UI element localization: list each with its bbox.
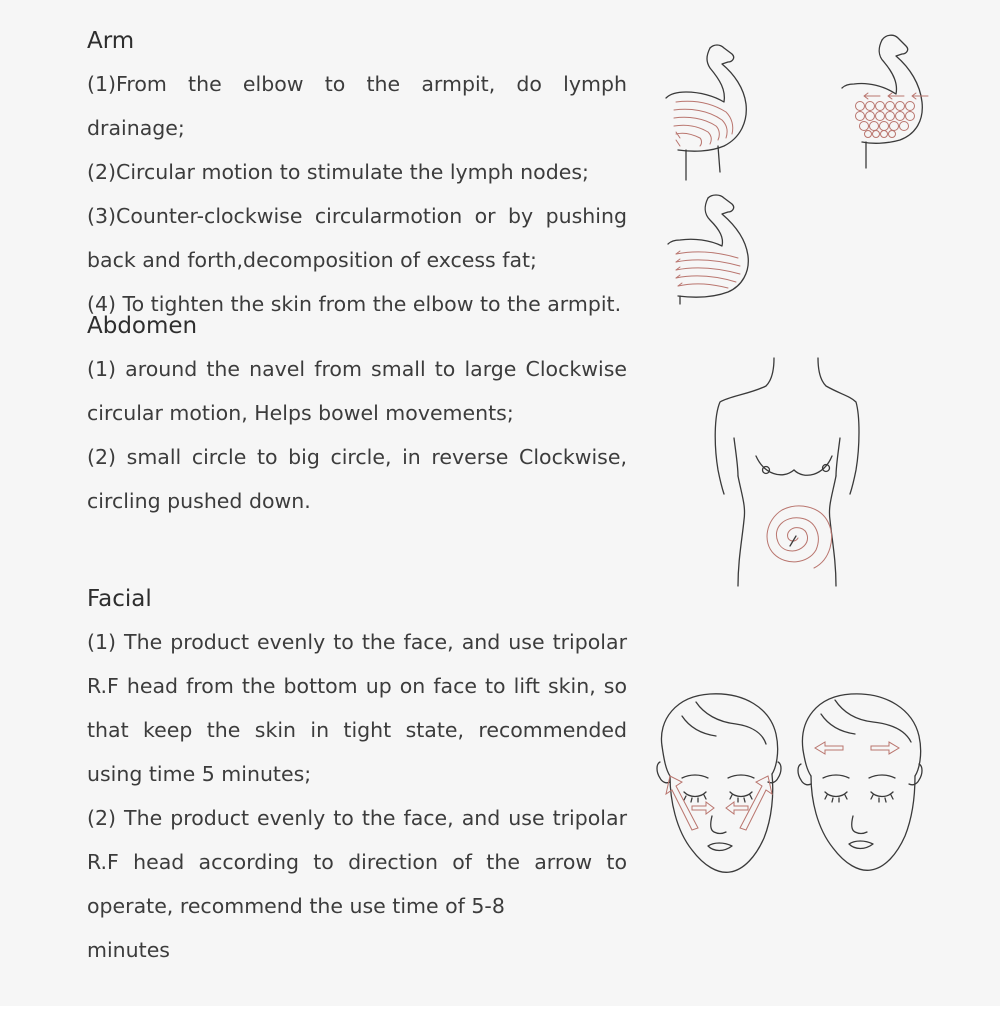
abdomen-section — [87, 311, 627, 523]
face-lift-arrows-illustration — [652, 690, 787, 885]
arm-step-3: (3)Counter-clockwise circularmotion or by pushing back and forth,decomposition of excess fat; — [87, 204, 627, 272]
arm-step-2: (2)Circular motion to stimulate the lymph nodes; — [87, 160, 589, 184]
abdomen-step-2: (2) small circle to big circle, in reverse Clockwise, circling pushed down. — [87, 445, 627, 513]
facial-step-2-end: minutes — [87, 938, 170, 962]
arm-section — [87, 26, 627, 326]
facial-section — [87, 584, 627, 972]
abdomen-step-1: (1) around the navel from small to large Clockwise circular motion, Helps bowel movements; — [87, 357, 627, 425]
face-forehead-arrows-illustration — [795, 690, 930, 885]
arm-tighten-illustration — [668, 192, 788, 308]
arm-circular-motion-illustration — [840, 32, 965, 172]
facial-heading: Facial — [87, 586, 152, 612]
bottom-band — [0, 1006, 1000, 1026]
facial-step-2: (2) The product evenly to the face, and use tripolar R.F head according to direction of the arrow to operate, recommend the use time of 5-8 — [87, 806, 627, 918]
abdomen-spiral-illustration — [712, 356, 862, 591]
arm-heading: Arm — [87, 28, 135, 54]
arm-lymph-drainage-illustration — [662, 40, 782, 180]
arm-step-1: (1)From the elbow to the armpit, do lymph drainage; — [87, 72, 627, 140]
facial-step-1: (1) The product evenly to the face, and use tripolar R.F head from the bottom up on face to lift skin, so that keep the skin in tight state, recommended using time 5 minutes; — [87, 630, 627, 786]
arm-step-4: (4) To tighten the skin from the elbow to the armpit. — [87, 292, 622, 316]
abdomen-heading: Abdomen — [87, 313, 198, 339]
